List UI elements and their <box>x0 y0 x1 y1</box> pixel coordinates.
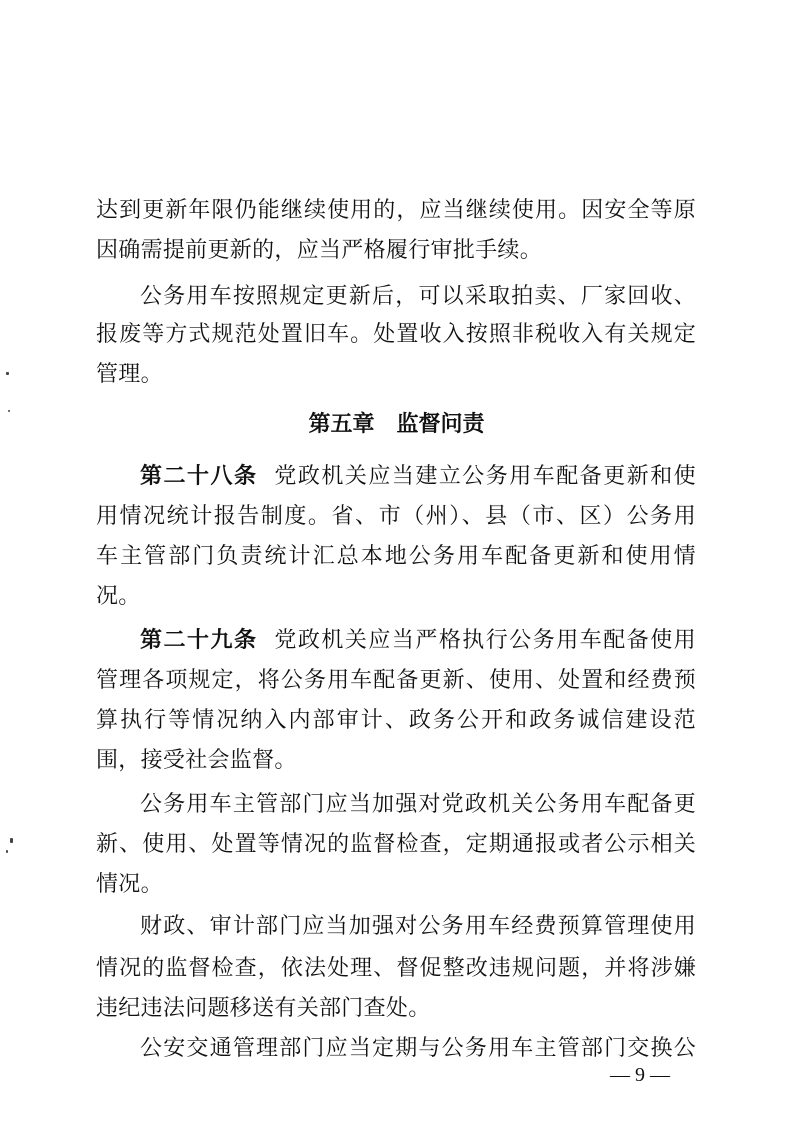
article-28-title: 第二十八条 <box>140 464 258 489</box>
text-line: 围，接受社会监督。 <box>96 748 297 773</box>
scan-speck <box>6 850 8 853</box>
text-span: 党政机关应当建立公务用车配备更新和使 <box>274 464 696 489</box>
article-first-line <box>140 462 696 492</box>
article-29-title: 第二十九条 <box>140 628 258 653</box>
scan-speck <box>8 410 10 412</box>
chapter-heading <box>0 410 793 440</box>
text-span: 党政机关应当严格执行公务用车配备使用 <box>274 628 696 653</box>
text-line: 用情况统计报告制度。省、市（州）、县（市、区）公务用 <box>96 504 696 529</box>
text-line: 情况的监督检查，依法处理、督促整改违规问题，并将涉嫌 <box>96 956 696 981</box>
chapter-title: 监督问责 <box>396 412 485 437</box>
text-line: 新、使用、处置等情况的监督检查，定期通报或者公示相关 <box>96 832 696 857</box>
scan-speck <box>6 372 9 375</box>
text-line: 情况。 <box>96 872 163 897</box>
text-line: 况。 <box>96 584 141 609</box>
text-line: 违纪违法问题移送有关部门查处。 <box>96 996 431 1021</box>
article-first-line <box>140 626 696 656</box>
chapter-number: 第五章 <box>308 412 375 437</box>
text-line: 公务用车按照规定更新后，可以采取拍卖、厂家回收、 <box>140 284 696 309</box>
text-line: 财政、审计部门应当加强对公务用车经费预算管理使用 <box>140 914 696 939</box>
page-number: — 9 — <box>610 1064 670 1086</box>
scan-speck <box>10 838 13 843</box>
text-line: 公安交通管理部门应当定期与公务用车主管部门交换公 <box>140 1036 696 1061</box>
text-line: 管理。 <box>96 362 163 387</box>
text-line: 管理各项规定，将公务用车配备更新、使用、处置和经费预 <box>96 668 696 693</box>
text-line: 算执行等情况纳入内部审计、政务公开和政务诚信建设范 <box>96 708 696 733</box>
text-line: 因确需提前更新的，应当严格履行审批手续。 <box>96 238 543 263</box>
text-line: 车主管部门负责统计汇总本地公务用车配备更新和使用情 <box>96 544 696 569</box>
text-line: 达到更新年限仍能继续使用的，应当继续使用。因安全等原 <box>96 198 696 223</box>
text-line: 报废等方式规范处置旧车。处置收入按照非税收入有关规定 <box>96 322 696 347</box>
text-line: 公务用车主管部门应当加强对党政机关公务用车配备更 <box>140 792 696 817</box>
